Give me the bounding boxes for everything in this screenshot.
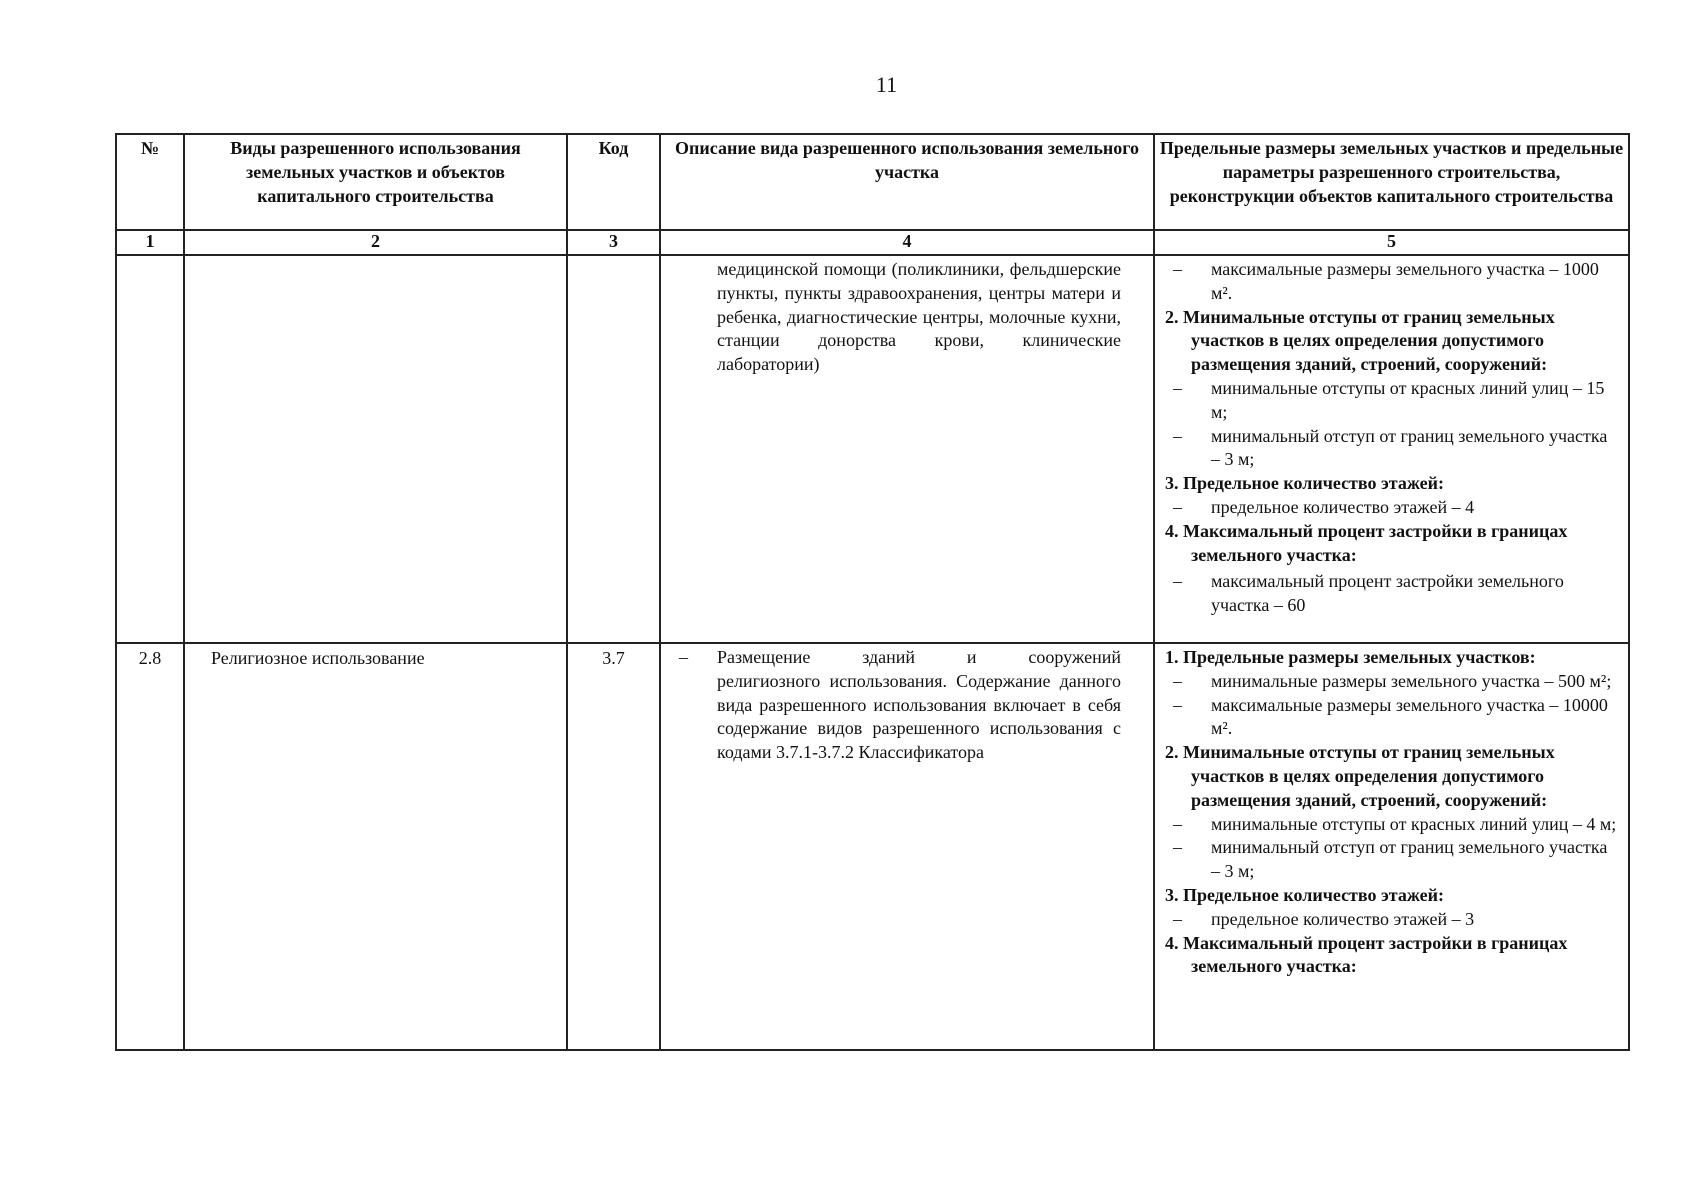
param-heading: 4. Максимальный процент застройки в границах земельного участка: xyxy=(1165,932,1568,977)
dash: – xyxy=(679,647,688,667)
column-number: 4 xyxy=(660,230,1154,255)
param-item-text: минимальный отступ от границ земельного участка – 3 м; xyxy=(1211,425,1608,470)
description-text: Размещение зданий и сооружений xyxy=(717,647,1121,667)
param-item xyxy=(1165,425,1620,473)
dash: – xyxy=(1173,837,1182,858)
param-heading: 3. Предельное количество этажей: xyxy=(1165,473,1444,494)
row-number: 2.8 xyxy=(116,643,184,1050)
param-item xyxy=(1165,258,1620,306)
row-params xyxy=(1154,255,1629,643)
param-heading: 2. Минимальные отступы от границ земельных участков в целях определения допустимого размещения зданий, строений, сооружений: xyxy=(1165,742,1555,810)
dash: – xyxy=(1173,694,1182,715)
header-number: № xyxy=(116,134,184,230)
header-row xyxy=(116,134,1629,230)
param-item xyxy=(1165,570,1620,618)
land-use-table xyxy=(115,133,1630,1051)
header-kinds: Виды разрешенного использования земельных участков и объектов капитального строительства xyxy=(184,134,567,230)
header-params: Предельные размеры земельных участков и предельные параметры разрешенного строительства, реконструкции объектов капитального строительства xyxy=(1154,134,1629,230)
table-row xyxy=(116,255,1629,643)
description-first-line xyxy=(679,646,1121,670)
row-description xyxy=(660,643,1154,1050)
param-item xyxy=(1165,836,1620,884)
description-text: религиозного использования. Содержание данного вида разрешенного использования включает в себя содержание видов разрешенного использования с кодами 3.7.1-3.7.2 Классификатора xyxy=(717,670,1121,763)
dash: – xyxy=(1173,908,1182,929)
param-item xyxy=(1165,694,1620,742)
param-item-text: предельное количество этажей – 3 xyxy=(1211,908,1475,929)
column-number: 5 xyxy=(1154,230,1629,255)
description-text: медицинской помощи (поликлиники, фельдшерские пункты, пункты здравоохранения, центры матери и ребенка, диагностические центры, молочные кухни, станции донорства крови, клинические лаборатории) xyxy=(717,259,1121,375)
param-item-text: максимальные размеры земельного участка – 10000 м². xyxy=(1211,694,1608,739)
param-item xyxy=(1165,670,1620,694)
dash: – xyxy=(1173,813,1182,834)
param-item-text: минимальные отступы от красных линий улиц – 4 м; xyxy=(1211,813,1617,834)
column-number: 1 xyxy=(116,230,184,255)
row-code xyxy=(567,255,660,643)
row-params xyxy=(1154,643,1629,1050)
header-description: Описание вида разрешенного использования земельного участка xyxy=(660,134,1154,230)
param-item xyxy=(1165,377,1620,425)
param-item xyxy=(1165,496,1620,520)
row-description xyxy=(660,255,1154,643)
param-item-text: минимальные размеры земельного участка – 500 м²; xyxy=(1211,670,1612,691)
param-heading: 2. Минимальные отступы от границ земельных участков в целях определения допустимого размещения зданий, строений, сооружений: xyxy=(1165,306,1555,375)
dash: – xyxy=(1173,377,1182,398)
dash: – xyxy=(1173,670,1182,691)
column-number: 3 xyxy=(567,230,660,255)
page-number: 11 xyxy=(875,72,898,97)
param-item-text: максимальные размеры земельного участка – 1000 м². xyxy=(1211,259,1599,303)
header-code: Код xyxy=(567,134,660,230)
dash: – xyxy=(1173,571,1182,592)
dash: – xyxy=(1173,259,1182,279)
param-item xyxy=(1165,813,1620,837)
param-heading: 3. Предельное количество этажей: xyxy=(1165,884,1444,905)
param-item-text: максимальный процент застройки земельного участка – 60 xyxy=(1211,571,1564,616)
param-item xyxy=(1165,908,1620,932)
param-heading: 4. Максимальный процент застройки в границах земельного участка: xyxy=(1165,520,1568,565)
dash: – xyxy=(1173,425,1182,446)
param-heading: 1. Предельные размеры земельных участков: xyxy=(1165,647,1536,667)
row-number xyxy=(116,255,184,643)
row-code: 3.7 xyxy=(567,643,660,1050)
row-kind-name xyxy=(184,255,567,643)
param-item-text: минимальный отступ от границ земельного участка – 3 м; xyxy=(1211,837,1608,882)
param-item-text: минимальные отступы от красных линий улиц – 15 м; xyxy=(1211,377,1605,422)
table-row xyxy=(116,643,1629,1050)
column-number: 2 xyxy=(184,230,567,255)
dash: – xyxy=(1173,496,1182,517)
column-number-row xyxy=(116,230,1629,255)
row-kind-name: Религиозное использование xyxy=(184,643,567,1050)
param-item-text: предельное количество этажей – 4 xyxy=(1211,496,1475,517)
